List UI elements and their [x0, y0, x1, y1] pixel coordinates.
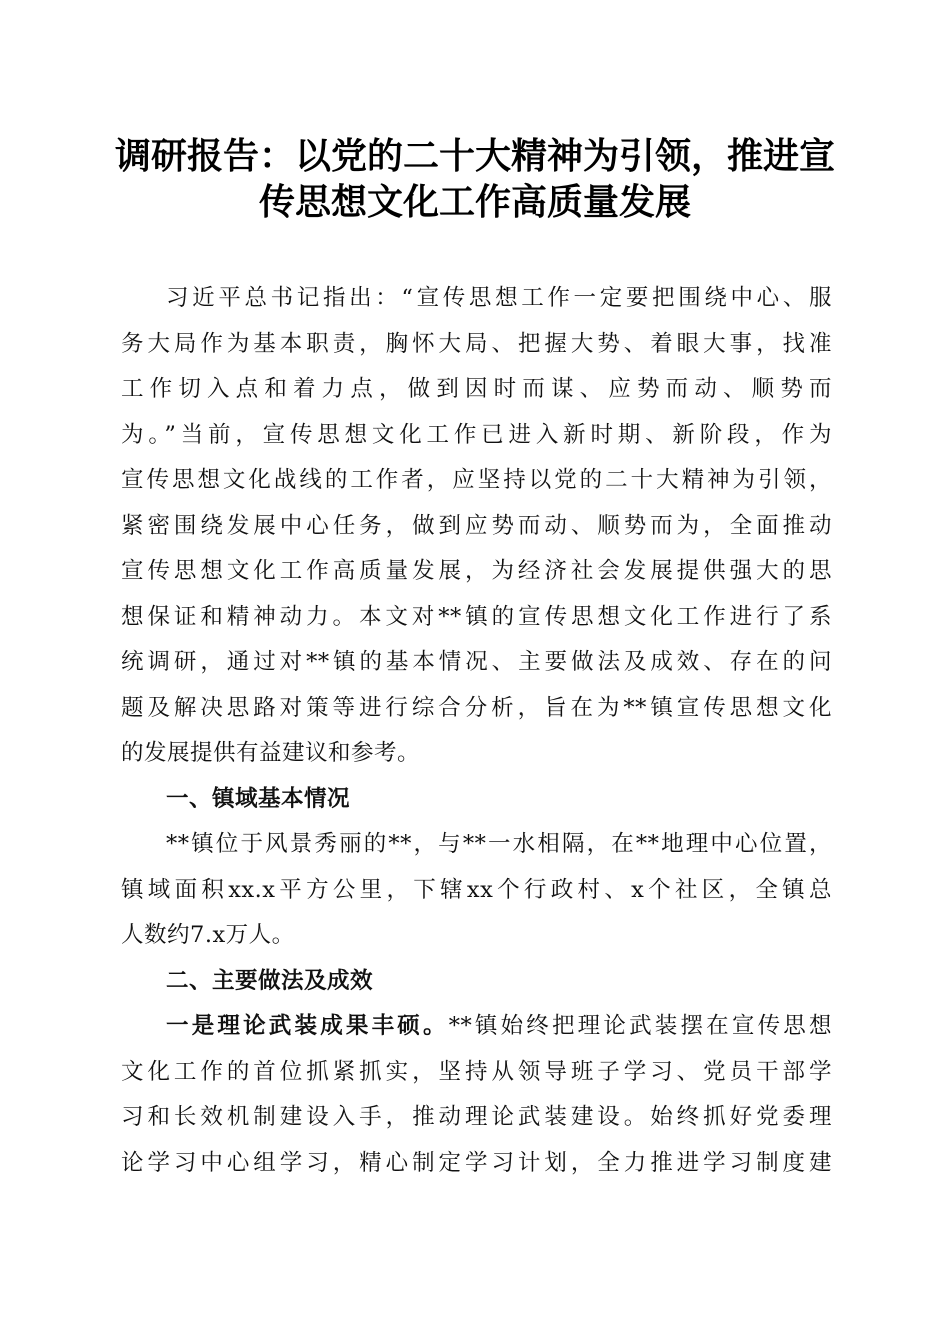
- paragraph-line: 紧密围绕发展中心任务，做到应势而动、顺势而为，全面推动: [121, 512, 832, 539]
- paragraph-line: 镇域面积xx.x平方公里，下辖xx个行政村、x个社区，全镇总: [121, 876, 832, 903]
- paragraph-line: **镇位于风景秀丽的**，与**一水相隔，在**地理中心位置，: [166, 831, 832, 857]
- paragraph-line: 宣传思想文化战线的工作者，应坚持以党的二十大精神为引领，: [121, 467, 832, 493]
- basic-info-paragraph: [121, 822, 832, 959]
- lead-line-rest: **镇始终把理论武装摆在宣传思想: [448, 1013, 832, 1039]
- paragraph-line: 宣传思想文化工作高质量发展，为经济社会发展提供强大的思: [121, 558, 832, 584]
- document-title: [100, 133, 850, 225]
- paragraph-line: 文化工作的首位抓紧抓实，坚持从领导班子学习、党员干部学: [121, 1058, 832, 1085]
- paragraph-line: 务大局作为基本职责，胸怀大局、把握大势、着眼大事，找准: [121, 330, 832, 357]
- title-line-2: 传思想文化工作高质量发展: [258, 181, 691, 223]
- section-heading-basic-info: 一、镇域基本情况: [166, 785, 351, 812]
- paragraph-line: 习近平总书记指出：“宣传思想工作一定要把围绕中心、服: [166, 285, 832, 311]
- paragraph-line: 人数约7.x万人。: [121, 922, 295, 948]
- practices-paragraph: [121, 1004, 832, 1186]
- paragraph-line: [121, 1004, 832, 1050]
- paragraph-line: 为。”当前，宣传思想文化工作已进入新时期、新阶段，作为: [121, 421, 832, 448]
- paragraph-line: 想保证和精神动力。本文对**镇的宣传思想文化工作进行了系: [121, 603, 832, 630]
- paragraph-line: 习和长效机制建设入手，推动理论武装建设。始终抓好党委理: [121, 1104, 832, 1130]
- paragraph-line: 工作切入点和着力点，做到因时而谋、应势而动、顺势而: [121, 376, 832, 402]
- intro-paragraph: [121, 276, 832, 777]
- document-body: [121, 276, 832, 1186]
- paragraph-line: 的发展提供有益建议和参考。: [121, 740, 421, 766]
- paragraph-line: 统调研，通过对**镇的基本情况、主要做法及成效、存在的问: [121, 649, 832, 675]
- lead-sentence: 一是理论武装成果丰硕。: [166, 1013, 449, 1039]
- title-line-1: 调研报告：以党的二十大精神为引领，推进宣: [114, 135, 835, 177]
- section-heading-practices: 二、主要做法及成效: [166, 967, 374, 994]
- paragraph-line: 题及解决思路对策等进行综合分析，旨在为**镇宣传思想文化: [121, 694, 832, 721]
- paragraph-line: 论学习中心组学习，精心制定学习计划，全力推进学习制度建: [121, 1149, 832, 1176]
